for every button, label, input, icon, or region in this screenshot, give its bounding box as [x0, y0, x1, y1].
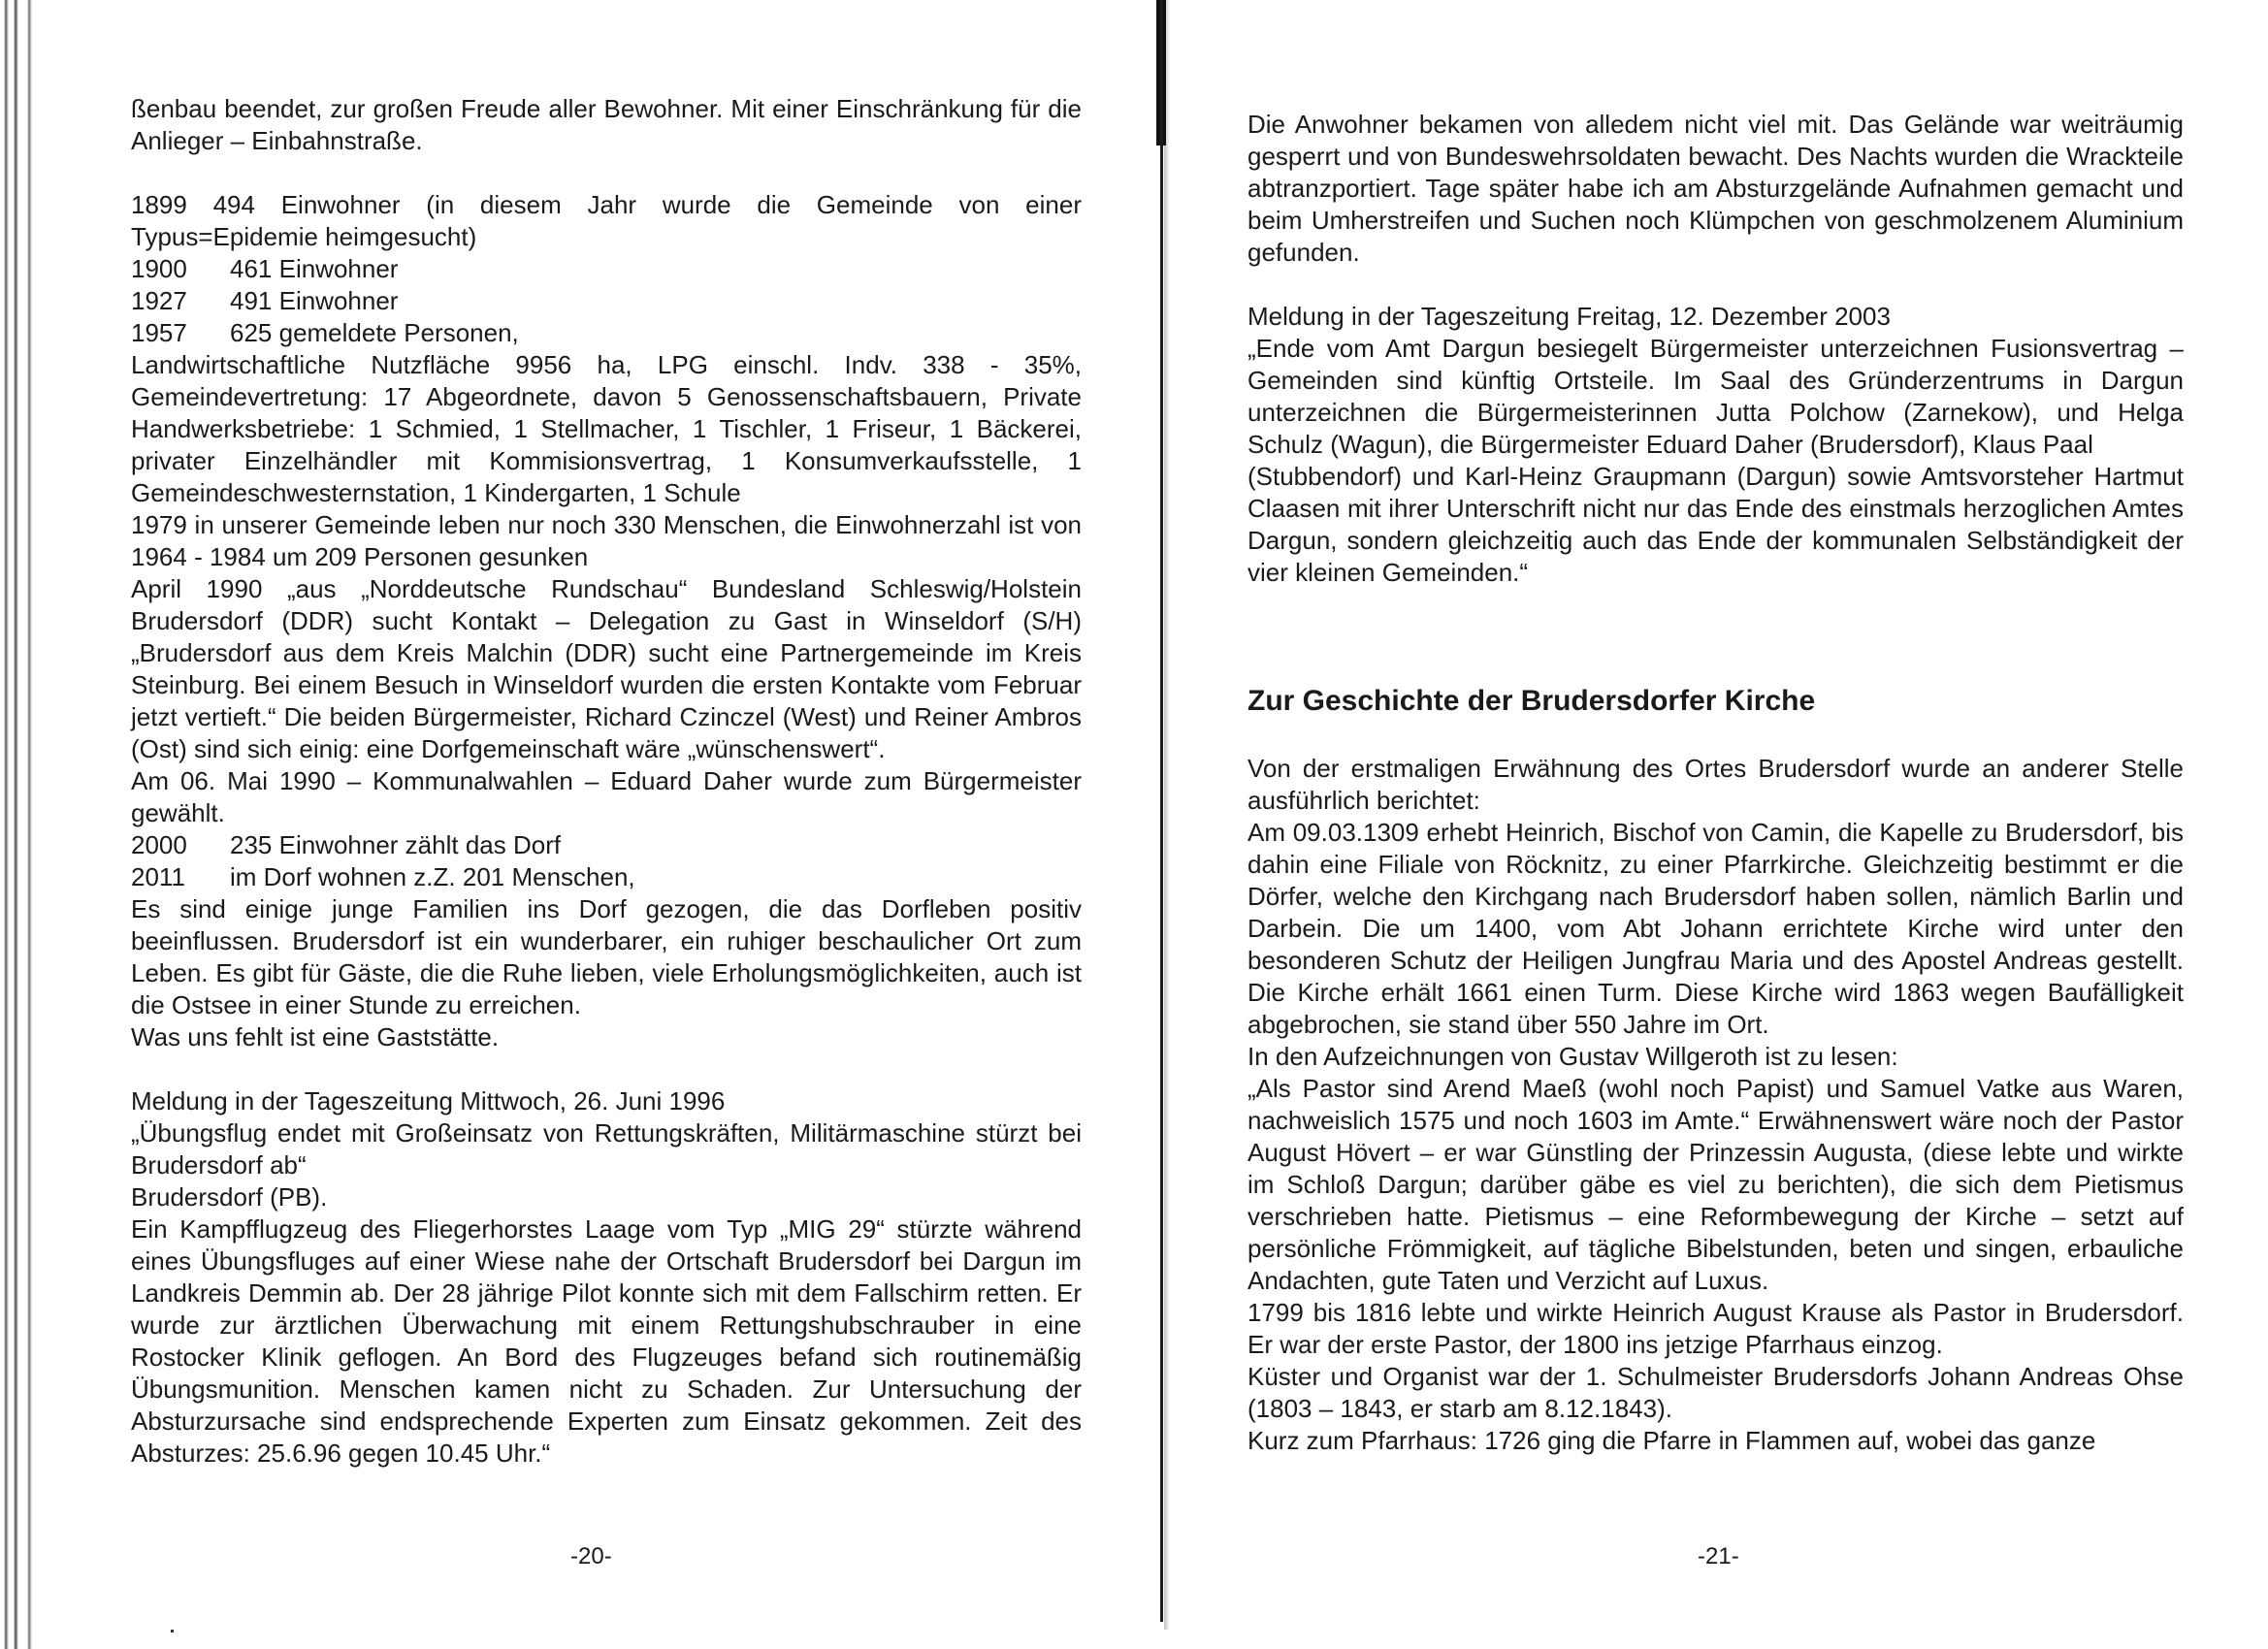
- paragraph-pastor: „Als Pastor sind Arend Maeß (wohl noch Papist) und Samuel Vatke aus Waren, nachweislich 1575 und noch 1603 im Amte.“ Erwähnenswert wäre noch der Pastor August Hövert – er war Günstling der Prinzessin Augusta, (diese lebte und wirkte im Schloß Dargun; darüber gäbe es viel zu berichten), die sich dem Pietismus verschrieben hatte. Pietismus – eine Reformbewegung der Kirche – setzt auf persönliche Frömmigkeit, auf tägliche Bibelstunden, beten und singen, erbauliche Andachten, gute Taten und Verzicht auf Luxus.: [1247, 1074, 2184, 1295]
- population-row: [131, 317, 1082, 349]
- row-text: 235 Einwohner zählt das Dorf: [230, 830, 562, 859]
- paragraph-pfarrhaus: Kurz zum Pfarrhaus: 1726 ging die Pfarre in Flammen auf, wobei das ganze: [1247, 1426, 2096, 1455]
- row-text: 491 Einwohner: [230, 286, 399, 315]
- paragraph-kirche-intro: Von der erstmaligen Erwähnung des Ortes Brudersdorf wurde an anderer Stelle ausführlich berichtet:: [1247, 754, 2184, 815]
- row-year: 1957: [131, 318, 187, 347]
- spacer: [131, 1053, 1082, 1085]
- left-page: [131, 93, 1082, 1470]
- news-2003-heading: Meldung in der Tageszeitung Freitag, 12. Dezember 2003: [1247, 302, 1891, 331]
- paragraph-1979: 1979 in unserer Gemeinde leben nur noch 330 Menschen, die Einwohnerzahl ist von 1964 - 1984 um 209 Personen gesunken: [131, 510, 1082, 571]
- book-gutter: [1150, 0, 1172, 1630]
- paragraph-1799: 1799 bis 1816 lebte und wirkte Heinrich August Krause als Pastor in Brudersdorf. Er war der erste Pastor, der 1800 ins jetzige Pfarrhaus einzog.: [1247, 1298, 2184, 1359]
- paragraph-anwohner: Die Anwohner bekamen von alledem nicht viel mit. Das Gelände war weiträumig gesperrt und von Bundeswehrsoldaten bewacht. Des Nachts wurden die Wrackteile abtranzportiert. Tage später habe ich am Absturzgelände Aufnahmen gemacht und beim Umherstreifen und Suchen noch Klümpchen von geschmolzenem Aluminium gefunden.: [1247, 110, 2184, 267]
- news-1996-place: Brudersdorf (PB).: [131, 1182, 328, 1212]
- paragraph-1957-details: Landwirtschaftliche Nutzfläche 9956 ha, LPG einschl. Indv. 338 - 35%, Gemeindevertretung: 17 Abgeordnete, davon 5 Genossenschaftsbauern, Private Handwerksbetriebe: 1 Schmied, 1 Stellmacher, 1 Tischler, 1 Friseur, 1 Bäckerei, privater Einzelhändler mit Kommisionsvertrag, 1 Konsumverkaufsstelle, 1 Gemeindeschwesternstation, 1 Kindergarten, 1 Schule: [131, 350, 1082, 507]
- spacer: [1247, 589, 2184, 682]
- row-year: 2000: [131, 830, 187, 859]
- row-text: 625 gemeldete Personen,: [230, 318, 519, 347]
- news-1996-heading: Meldung in der Tageszeitung Mittwoch, 26. Juni 1996: [131, 1086, 726, 1116]
- paragraph-gaststaette: Was uns fehlt ist eine Gaststätte.: [131, 1022, 500, 1051]
- gutter-binding-line: [1160, 0, 1163, 1622]
- row-year: 1927: [131, 286, 187, 315]
- news-2003-body-part2: (Stubbendorf) und Karl-Heinz Graupmann (Dargun) sowie Amtsvorsteher Hartmut Claasen mit ihrer Unterschrift nicht nur das Ende des einstmals herzoglichen Amtes Dargun, sondern gleichzeitig auch das Ende der kommunalen Selbständigkeit der vier kleinen Gemeinden.“: [1247, 462, 2184, 587]
- right-page: [1247, 109, 2184, 1457]
- news-1996-title: „Übungsflug endet mit Großeinsatz von Rettungskräften, Militärmaschine stürzt bei Brudersdorf ab“: [131, 1118, 1082, 1180]
- row-text: 461 Einwohner: [230, 254, 399, 283]
- population-row: [131, 861, 1082, 893]
- page-number-right: -21-: [1698, 1543, 1739, 1569]
- paragraph-kuester: Küster und Organist war der 1. Schulmeister Brudersdorfs Johann Andreas Ohse (1803 – 1843, er starb am 8.12.1843).: [1247, 1362, 2184, 1423]
- spacer: [1247, 721, 2184, 753]
- paragraph-willgeroth: In den Aufzeichnungen von Gustav Willgeroth ist zu lesen:: [1247, 1042, 1898, 1071]
- row-year: 2011: [131, 862, 185, 891]
- section-heading: Zur Geschichte der Brudersdorfer Kirche: [1247, 685, 1816, 717]
- gutter-shadow: [1164, 0, 1170, 1630]
- paragraph-1899: 1899 494 Einwohner (in diesem Jahr wurde die Gemeinde von einer Typus=Epidemie heimgesucht): [131, 190, 1082, 251]
- paragraph-april-1990: April 1990 „aus „Norddeutsche Rundschau“ Bundesland Schleswig/Holstein Brudersdorf (DDR) sucht Kontakt – Delegation zu Gast in Winseldorf (S/H) „Brudersdorf aus dem Kreis Malchin (DDR) sucht eine Partnergemeinde im Kreis Steinburg. Bei einem Besuch in Winseldorf wurden die ersten Kontakte vom Februar jetzt vertieft.“ Die beiden Bürgermeister, Richard Czinczel (West) und Reiner Ambros (Ost) sind sich einig: eine Dorfgemeinschaft wäre „wünschenswert“.: [131, 574, 1082, 763]
- scan-speck: [171, 1630, 174, 1633]
- row-year: 1900: [131, 254, 187, 283]
- page-number-left: -20-: [570, 1543, 612, 1569]
- paragraph-1309: Am 09.03.1309 erhebt Heinrich, Bischof von Camin, die Kapelle zu Brudersdorf, bis dahin eine Filiale von Röcknitz, zu einer Pfarrkirche. Gleichzeitig bestimmt er die Dörfer, welche den Kirchgang nach Brudersdorf haben sollen, nämlich Barlin und Darbein. Die um 1400, vom Abt Johann errichtete Kirche wird unter den besonderen Schutz der Heiligen Jungfrau Maria und des Apostel Andreas gestellt. Die Kirche erhält 1661 einen Turm. Diese Kirche wird 1863 wegen Baufälligkeit abgebrochen, sie stand über 550 Jahre im Ort.: [1247, 818, 2184, 1039]
- population-row: [131, 253, 1082, 285]
- row-text: im Dorf wohnen z.Z. 201 Menschen,: [230, 862, 635, 891]
- news-2003-body-part1: „Ende vom Amt Dargun besiegelt Bürgermeister unterzeichnen Fusionsvertrag – Gemeinden sind künftig Ortsteile. Im Saal des Gründerzentrums in Dargun unterzeichnen die Bürgermeisterinnen Jutta Polchow (Zarnekow), und Helga Schulz (Wagun), die Bürgermeister Eduard Daher (Brudersdorf), Klaus Paal: [1247, 334, 2184, 459]
- news-1996-body: Ein Kampfflugzeug des Fliegerhorstes Laage vom Typ „MIG 29“ stürzte während eines Übungsfluges auf einer Wiese nahe der Ortschaft Brudersdorf bei Dargun im Landkreis Demmin ab. Der 28 jährige Pilot konnte sich mit dem Fallschirm retten. Er wurde zur ärztlichen Überwachung mit einem Rettungshubschrauber in eine Rostocker Klinik geflogen. An Bord des Flugzeuges befand sich routinemäßig Übungsmunition. Menschen kamen nicht zu Schaden. Zur Untersuchung der Absturzursache sind endsprechende Experten zum Einsatz gekommen. Zeit des Absturzes: 25.6.96 gegen 10.45 Uhr.“: [131, 1214, 1082, 1468]
- scan-edge: [0, 0, 35, 1649]
- spacer: [1247, 269, 2184, 301]
- paragraph-intro: ßenbau beendet, zur großen Freude aller Bewohner. Mit einer Einschränkung für die Anlieger – Einbahnstraße.: [131, 94, 1082, 155]
- paragraph-families: Es sind einige junge Familien ins Dorf gezogen, die das Dorfleben positiv beeinflussen. Brudersdorf ist ein wunderbarer, ein ruhiger beschaulicher Ort zum Leben. Es gibt für Gäste, die die Ruhe lieben, viele Erholungsmöglichkeiten, auch ist die Ostsee in einer Stunde zu erreichen.: [131, 894, 1082, 1019]
- population-row: [131, 285, 1082, 317]
- spacer: [131, 157, 1082, 189]
- population-row: [131, 829, 1082, 861]
- paragraph-mai-1990: Am 06. Mai 1990 – Kommunalwahlen – Eduard Daher wurde zum Bürgermeister gewählt.: [131, 766, 1082, 827]
